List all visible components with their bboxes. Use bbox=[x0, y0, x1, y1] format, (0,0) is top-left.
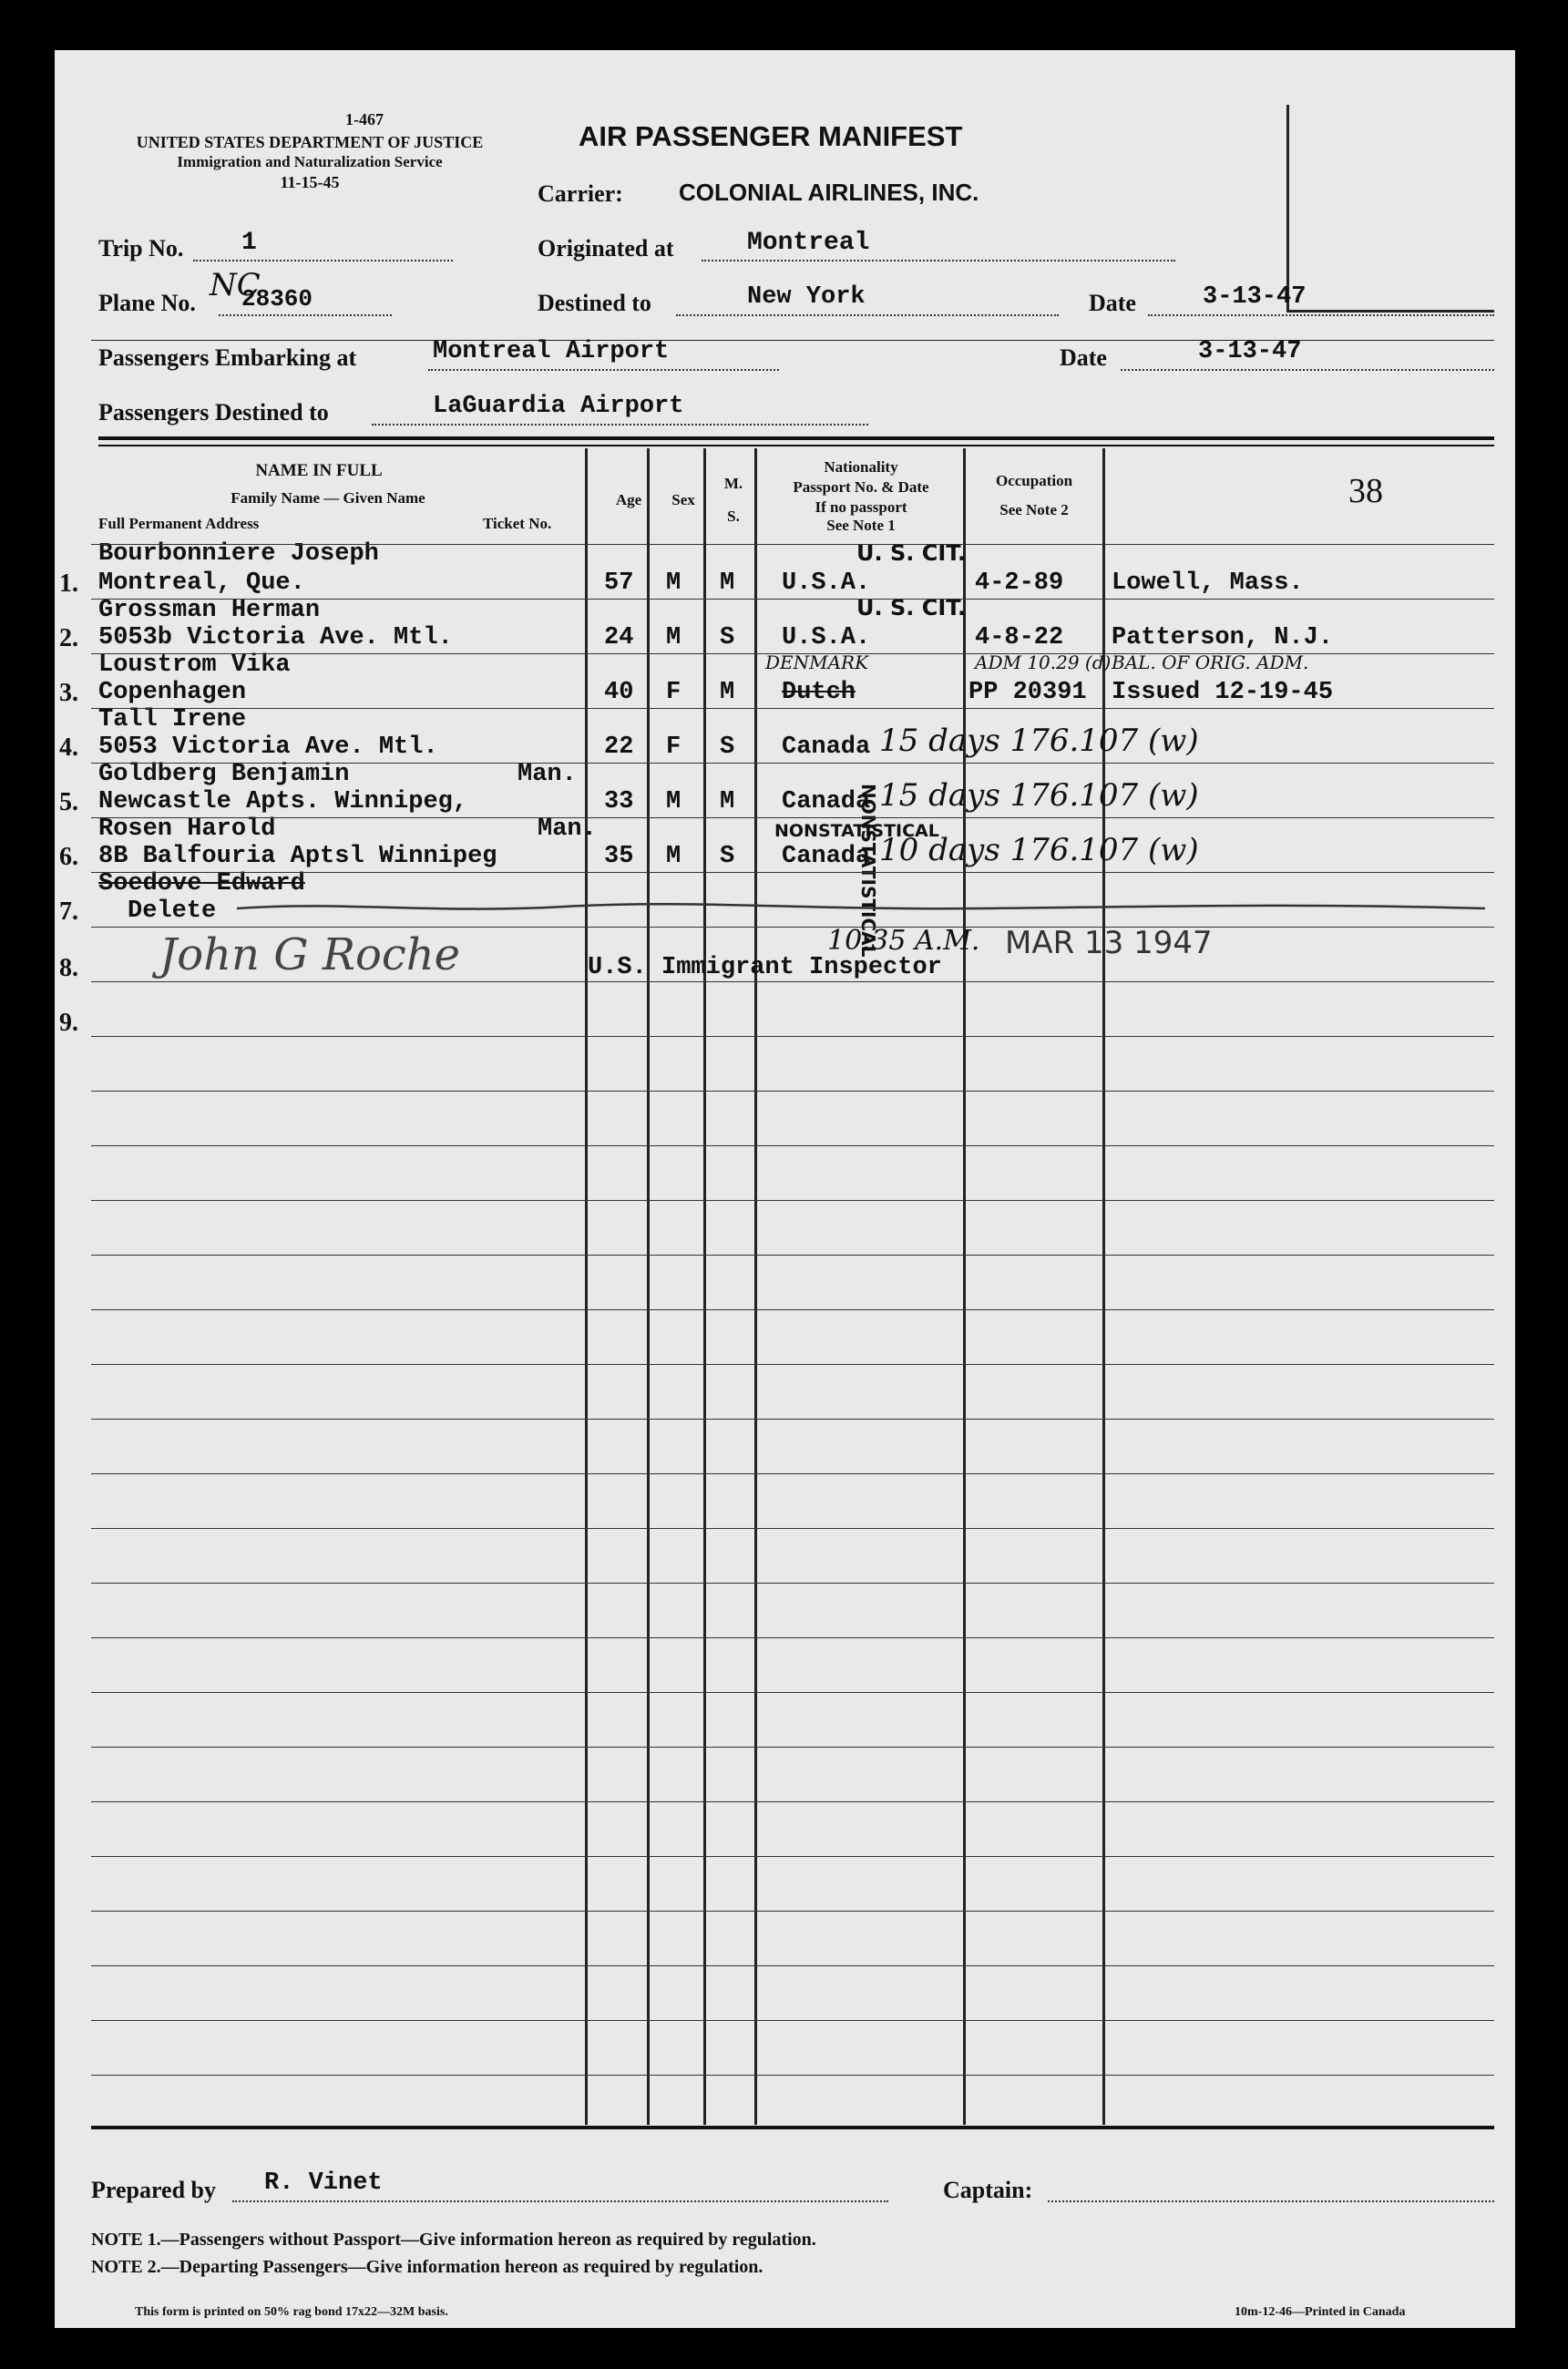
date-label: Date bbox=[1089, 290, 1136, 316]
row-5-ticket: Man. bbox=[518, 761, 577, 788]
row-1-last: Lowell, Mass. bbox=[1112, 569, 1304, 597]
table-rule bbox=[91, 1583, 1494, 1584]
row-3-nationality: Dutch bbox=[782, 679, 856, 706]
row-1-occupation: 4-2-89 bbox=[975, 569, 1064, 597]
embarking-value: Montreal Airport bbox=[433, 338, 670, 365]
table-rule bbox=[91, 1856, 1494, 1857]
originated-label: Originated at bbox=[538, 235, 674, 262]
department-name: UNITED STATES DEPARTMENT OF JUSTICE bbox=[136, 133, 484, 151]
inspector-title: U.S. Immigrant Inspector bbox=[588, 954, 942, 981]
row-2-sex: M bbox=[666, 624, 682, 651]
page-number: 38 bbox=[1348, 472, 1383, 510]
note-1: NOTE 1.—Passengers without Passport—Give information hereon as required by regulation. bbox=[91, 2230, 816, 2250]
col-ms-1: M. bbox=[723, 475, 743, 492]
row-5-admission-note: 15 days 176.107 (w) bbox=[879, 777, 1199, 814]
col-nat-4: See Note 1 bbox=[826, 517, 896, 534]
row-6-admission-note: 10 days 176.107 (w) bbox=[879, 832, 1199, 868]
row-2-name: Grossman Herman bbox=[98, 597, 321, 624]
row-5-ms: M bbox=[720, 788, 735, 815]
row-2-address: 5053b Victoria Ave. Mtl. bbox=[98, 624, 453, 651]
table-rule bbox=[91, 872, 1494, 873]
col-address: Full Permanent Address bbox=[98, 515, 260, 532]
table-rule bbox=[91, 1801, 1494, 1802]
table-rule bbox=[91, 1637, 1494, 1638]
col-name-sub: Family Name — Given Name bbox=[231, 489, 425, 507]
row-4-admission-note: 15 days 176.107 (w) bbox=[879, 723, 1199, 759]
carrier-value: COLONIAL AIRLINES, INC. bbox=[679, 179, 979, 206]
row-6-name: Rosen Harold bbox=[98, 815, 276, 843]
row-7-name: Soedove Edward bbox=[98, 870, 305, 897]
prepared-by-label: Prepared by bbox=[91, 2177, 216, 2203]
table-rule bbox=[91, 1309, 1494, 1310]
table-rule bbox=[91, 1747, 1494, 1748]
form-date: 11-15-45 bbox=[280, 173, 340, 191]
prepared-by-value: R. Vinet bbox=[264, 2169, 383, 2197]
row-3-occupation: PP 20391 bbox=[968, 679, 1087, 706]
row-4-name: Tall Irene bbox=[98, 706, 247, 733]
inspection-date-stamp: MAR 13 1947 bbox=[1005, 925, 1213, 961]
date-value: 3-13-47 bbox=[1203, 283, 1307, 311]
table-rule bbox=[91, 599, 1494, 600]
col-ticket: Ticket No. bbox=[483, 515, 552, 532]
row-9-number: 9. bbox=[59, 1009, 78, 1037]
col-age: Age bbox=[615, 491, 642, 508]
row-4-age: 22 bbox=[604, 733, 634, 761]
table-rule bbox=[91, 2075, 1494, 2076]
row-1-sex: M bbox=[666, 569, 682, 597]
row-6-ticket: Man. bbox=[538, 815, 597, 843]
row-4-sex: F bbox=[666, 733, 682, 761]
row-6-ms: S bbox=[720, 843, 735, 870]
table-rule bbox=[91, 1036, 1494, 1037]
table-rule bbox=[91, 1528, 1494, 1529]
row-3-hand-occupation: ADM 10.29 (d) bbox=[975, 651, 1112, 673]
dest-label: Passengers Destined to bbox=[98, 399, 329, 426]
col-nat-1: Nationality bbox=[824, 458, 898, 476]
row-1-number: 1. bbox=[59, 569, 78, 598]
row-1-nationality: U.S.A. bbox=[782, 569, 871, 597]
destined-label: Destined to bbox=[538, 290, 651, 316]
table-rule bbox=[91, 1419, 1494, 1420]
table-rule bbox=[91, 981, 1494, 982]
table-rule bbox=[91, 544, 1494, 545]
carrier-label: Carrier: bbox=[538, 180, 623, 207]
plane-prefix: NC bbox=[210, 267, 261, 303]
table-rule bbox=[91, 2020, 1494, 2021]
table-rule bbox=[91, 1091, 1494, 1092]
row-2-nationality: U.S.A. bbox=[782, 624, 871, 651]
row-3-number: 3. bbox=[59, 679, 78, 707]
row-5-name: Goldberg Benjamin bbox=[98, 761, 350, 788]
table-rule bbox=[91, 817, 1494, 818]
row-5-address: Newcastle Apts. Winnipeg, bbox=[98, 788, 468, 815]
row-3-ms: M bbox=[720, 679, 735, 706]
row-3-name: Loustrom Vika bbox=[98, 651, 291, 679]
row-5-age: 33 bbox=[604, 788, 634, 815]
col-occ-1: Occupation bbox=[995, 472, 1073, 489]
row-2-number: 2. bbox=[59, 624, 78, 652]
embarking-date-label: Date bbox=[1060, 344, 1107, 371]
dest-value: LaGuardia Airport bbox=[433, 393, 684, 420]
plane-label: Plane No. bbox=[98, 290, 196, 316]
table-rule bbox=[91, 708, 1494, 709]
table-rule bbox=[91, 653, 1494, 654]
service-name: Immigration and Naturalization Service bbox=[177, 153, 443, 170]
captain-label: Captain: bbox=[943, 2177, 1033, 2203]
row-3-hand-nationality: DENMARK bbox=[765, 651, 869, 673]
table-rule bbox=[91, 1200, 1494, 1201]
row-5-nationality: Canada bbox=[782, 788, 871, 815]
row-1-citizen-stamp: U. S. CIT. bbox=[856, 540, 967, 566]
table-rule bbox=[91, 1473, 1494, 1474]
row-4-number: 4. bbox=[59, 733, 78, 762]
row-6-number: 6. bbox=[59, 843, 78, 871]
row-5-sex: M bbox=[666, 788, 682, 815]
row-1-ms: M bbox=[720, 569, 735, 597]
embarking-date-value: 3-13-47 bbox=[1198, 338, 1302, 365]
table-rule bbox=[91, 763, 1494, 764]
row-6-sex: M bbox=[666, 843, 682, 870]
col-nat-2: Passport No. & Date bbox=[793, 478, 929, 496]
plane-value: 28360 bbox=[241, 285, 313, 313]
row-5-number: 5. bbox=[59, 788, 78, 816]
col-nat-3: If no passport bbox=[815, 498, 907, 516]
nonstatistical-stamp-vertical: NONSTATISTICAL bbox=[857, 784, 879, 958]
row-1-name: Bourbonniere Joseph bbox=[98, 540, 379, 568]
paper-note: This form is printed on 50% rag bond 17x22—32M basis. bbox=[135, 2305, 448, 2319]
stamp-box bbox=[1286, 105, 1494, 313]
table-rule bbox=[91, 927, 1494, 928]
page-title: AIR PASSENGER MANIFEST bbox=[579, 120, 963, 152]
note-2: NOTE 2.—Departing Passengers—Give information hereon as required by regulation. bbox=[91, 2257, 764, 2277]
nonstatistical-stamp-horizontal: NONSTATISTICAL bbox=[774, 821, 939, 841]
manifest-sheet bbox=[55, 50, 1515, 2328]
table-rule bbox=[91, 1965, 1494, 1966]
row-3-hand-last: BAL. OF ORIG. ADM. bbox=[1112, 651, 1309, 673]
row-4-ms: S bbox=[720, 733, 735, 761]
table-rule bbox=[91, 1255, 1494, 1256]
table-rule bbox=[91, 1364, 1494, 1365]
form-number: 1-467 bbox=[345, 110, 384, 128]
col-occ-2: See Note 2 bbox=[999, 501, 1069, 518]
col-ms-2: S. bbox=[727, 508, 740, 525]
trip-value: 1 bbox=[241, 229, 257, 257]
trip-label: Trip No. bbox=[98, 235, 184, 262]
row-2-ms: S bbox=[720, 624, 735, 651]
row-3-address: Copenhagen bbox=[98, 679, 247, 706]
row-6-address: 8B Balfouria Aptsl Winnipeg bbox=[98, 843, 497, 870]
row-2-occupation: 4-8-22 bbox=[975, 624, 1064, 651]
originated-value: Montreal bbox=[747, 229, 870, 257]
row-1-address: Montreal, Que. bbox=[98, 569, 305, 597]
col-sex: Sex bbox=[671, 491, 695, 508]
row-2-last: Patterson, N.J. bbox=[1112, 624, 1334, 651]
inspection-time: 10:35 A.M. bbox=[827, 925, 980, 957]
row-4-address: 5053 Victoria Ave. Mtl. bbox=[98, 733, 438, 761]
col-name-title: NAME IN FULL bbox=[255, 461, 383, 480]
row-1-age: 57 bbox=[604, 569, 634, 597]
table-rule bbox=[91, 1692, 1494, 1693]
table-rule bbox=[91, 1145, 1494, 1146]
row-3-last: Issued 12-19-45 bbox=[1112, 679, 1334, 706]
row-2-age: 24 bbox=[604, 624, 634, 651]
row-6-nationality: Canada bbox=[782, 843, 871, 870]
printed-note: 10m-12-46—Printed in Canada bbox=[1235, 2305, 1406, 2319]
table-rule bbox=[91, 1911, 1494, 1912]
delete-scribble bbox=[237, 888, 1494, 925]
row-2-citizen-stamp: U. S. CIT. bbox=[856, 595, 967, 620]
row-3-age: 40 bbox=[604, 679, 634, 706]
inspector-signature: John G Roche bbox=[159, 929, 461, 980]
embarking-label: Passengers Embarking at bbox=[98, 344, 357, 371]
row-8-number: 8. bbox=[59, 954, 78, 982]
row-7-number: 7. bbox=[59, 897, 78, 926]
destined-value: New York bbox=[747, 283, 866, 311]
row-6-age: 35 bbox=[604, 843, 634, 870]
row-3-sex: F bbox=[666, 679, 682, 706]
row-7-address: Delete bbox=[128, 897, 217, 925]
row-4-nationality: Canada bbox=[782, 733, 871, 761]
